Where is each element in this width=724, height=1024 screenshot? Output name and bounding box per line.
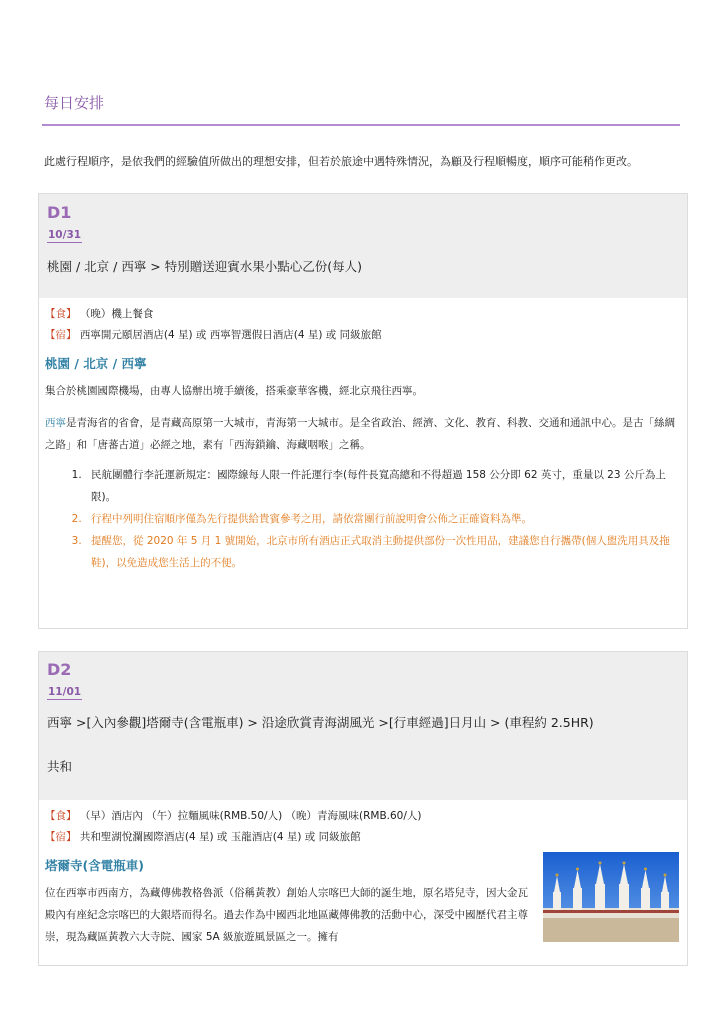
day-2-header bbox=[39, 652, 687, 800]
note-item: 2. 行程中列明住宿順序僅為先行提供給貴賓參考之用，請依當團行前說明會公佈之正確資料為準。 bbox=[85, 508, 679, 530]
day-2-body bbox=[39, 800, 687, 956]
day-route: 桃園 / 北京 / 西寧 > 特別贈送迎賓水果小點心乙份(每人) bbox=[47, 259, 362, 274]
meal-text: （晚）機上餐食 bbox=[79, 308, 154, 320]
day-label: D1 bbox=[47, 203, 72, 222]
paragraph-text: 是青海省的省會，是青藏高原第一大城市，青海第一大城市。是全省政治、經濟、文化、教育、科教、交通和通訊中心。是古「絲綢之路」和「唐蕃古道」必經之地，素有「西海鎖鑰、海藏咽喉」之稱。 bbox=[45, 417, 675, 451]
day-route-end: 共和 bbox=[47, 759, 73, 774]
day-2-card bbox=[38, 651, 688, 966]
hotel-text: 共和聖湖悅瀾國際酒店(4 星) 或 玉龍酒店(4 星) 或 同級旅館 bbox=[79, 831, 361, 843]
highlight-term: 西寧 bbox=[45, 417, 66, 429]
meal-row bbox=[45, 304, 679, 325]
hotel-row bbox=[45, 827, 679, 848]
intro-paragraph: 此處行程順序，是依我們的經驗值所做出的理想安排，但若於旅途中遇特殊情況，為顧及行程順暢度，順序可能稍作更改。 bbox=[44, 155, 638, 168]
notes-list bbox=[45, 464, 679, 574]
subheading: 塔爾寺(含電瓶車) bbox=[45, 858, 144, 873]
section-title: 每日安排 bbox=[44, 94, 105, 112]
subheading: 桃園 / 北京 / 西寧 bbox=[45, 356, 147, 371]
day-date: 11/01 bbox=[48, 686, 82, 698]
paragraph-xining bbox=[45, 412, 679, 456]
meal-tag: 【食】 bbox=[45, 810, 77, 822]
paragraph: 集合於桃園國際機場，由專人協辦出境手續後，搭乘豪華客機，經北京飛往西寧。 bbox=[45, 385, 423, 397]
day-1-body bbox=[39, 298, 687, 582]
hotel-tag: 【宿】 bbox=[45, 831, 77, 843]
temple-photo bbox=[543, 852, 679, 942]
note-item: 1. 民航團體行李託運新規定：國際線每人限一件託運行李(每件長寬高總和不得超過 158 公分即 62 英寸，重量以 23 公斤為上限)。 bbox=[85, 464, 679, 508]
day-date: 10/31 bbox=[48, 229, 82, 241]
hotel-row bbox=[45, 325, 679, 346]
meal-row bbox=[45, 806, 679, 827]
day-route: 西寧 >[入內參觀]塔爾寺(含電瓶車) > 沿途欣賞青海湖風光 >[行車經過]日月山 > (車程約 2.5HR) bbox=[47, 715, 594, 730]
meal-text: （早）酒店內 （午）拉麵風味(RMB.50/人) （晚）青海風味(RMB.60/人) bbox=[79, 810, 422, 822]
hotel-text: 西寧開元頤居酒店(4 星) 或 西寧智選假日酒店(4 星) 或 同級旅館 bbox=[79, 329, 382, 341]
day-1-card bbox=[38, 193, 688, 629]
day-1-header bbox=[39, 194, 687, 298]
paragraph: 位在西寧市西南方，為藏傳佛教格魯派（俗稱黃教）創始人宗喀巴大師的誕生地，原名塔兒寺，因大金瓦殿內有座紀念宗喀巴的大銀塔而得名。過去作為中國西北地區藏傳佛教的活動中心，深受中國歷代君主尊崇，現為藏區黃教六大寺院、國家 5A 級旅遊風景區之一。擁有 bbox=[45, 887, 528, 943]
title-divider bbox=[42, 124, 680, 126]
day-label: D2 bbox=[47, 660, 72, 679]
hotel-tag: 【宿】 bbox=[45, 329, 77, 341]
meal-tag: 【食】 bbox=[45, 308, 77, 320]
note-item: 3. 提醒您，從 2020 年 5 月 1 號開始，北京市所有酒店正式取消主動提供部份一次性用品，建議您自行攜帶(個人盥洗用具及拖鞋)，以免造成您生活上的不便。 bbox=[85, 530, 679, 574]
